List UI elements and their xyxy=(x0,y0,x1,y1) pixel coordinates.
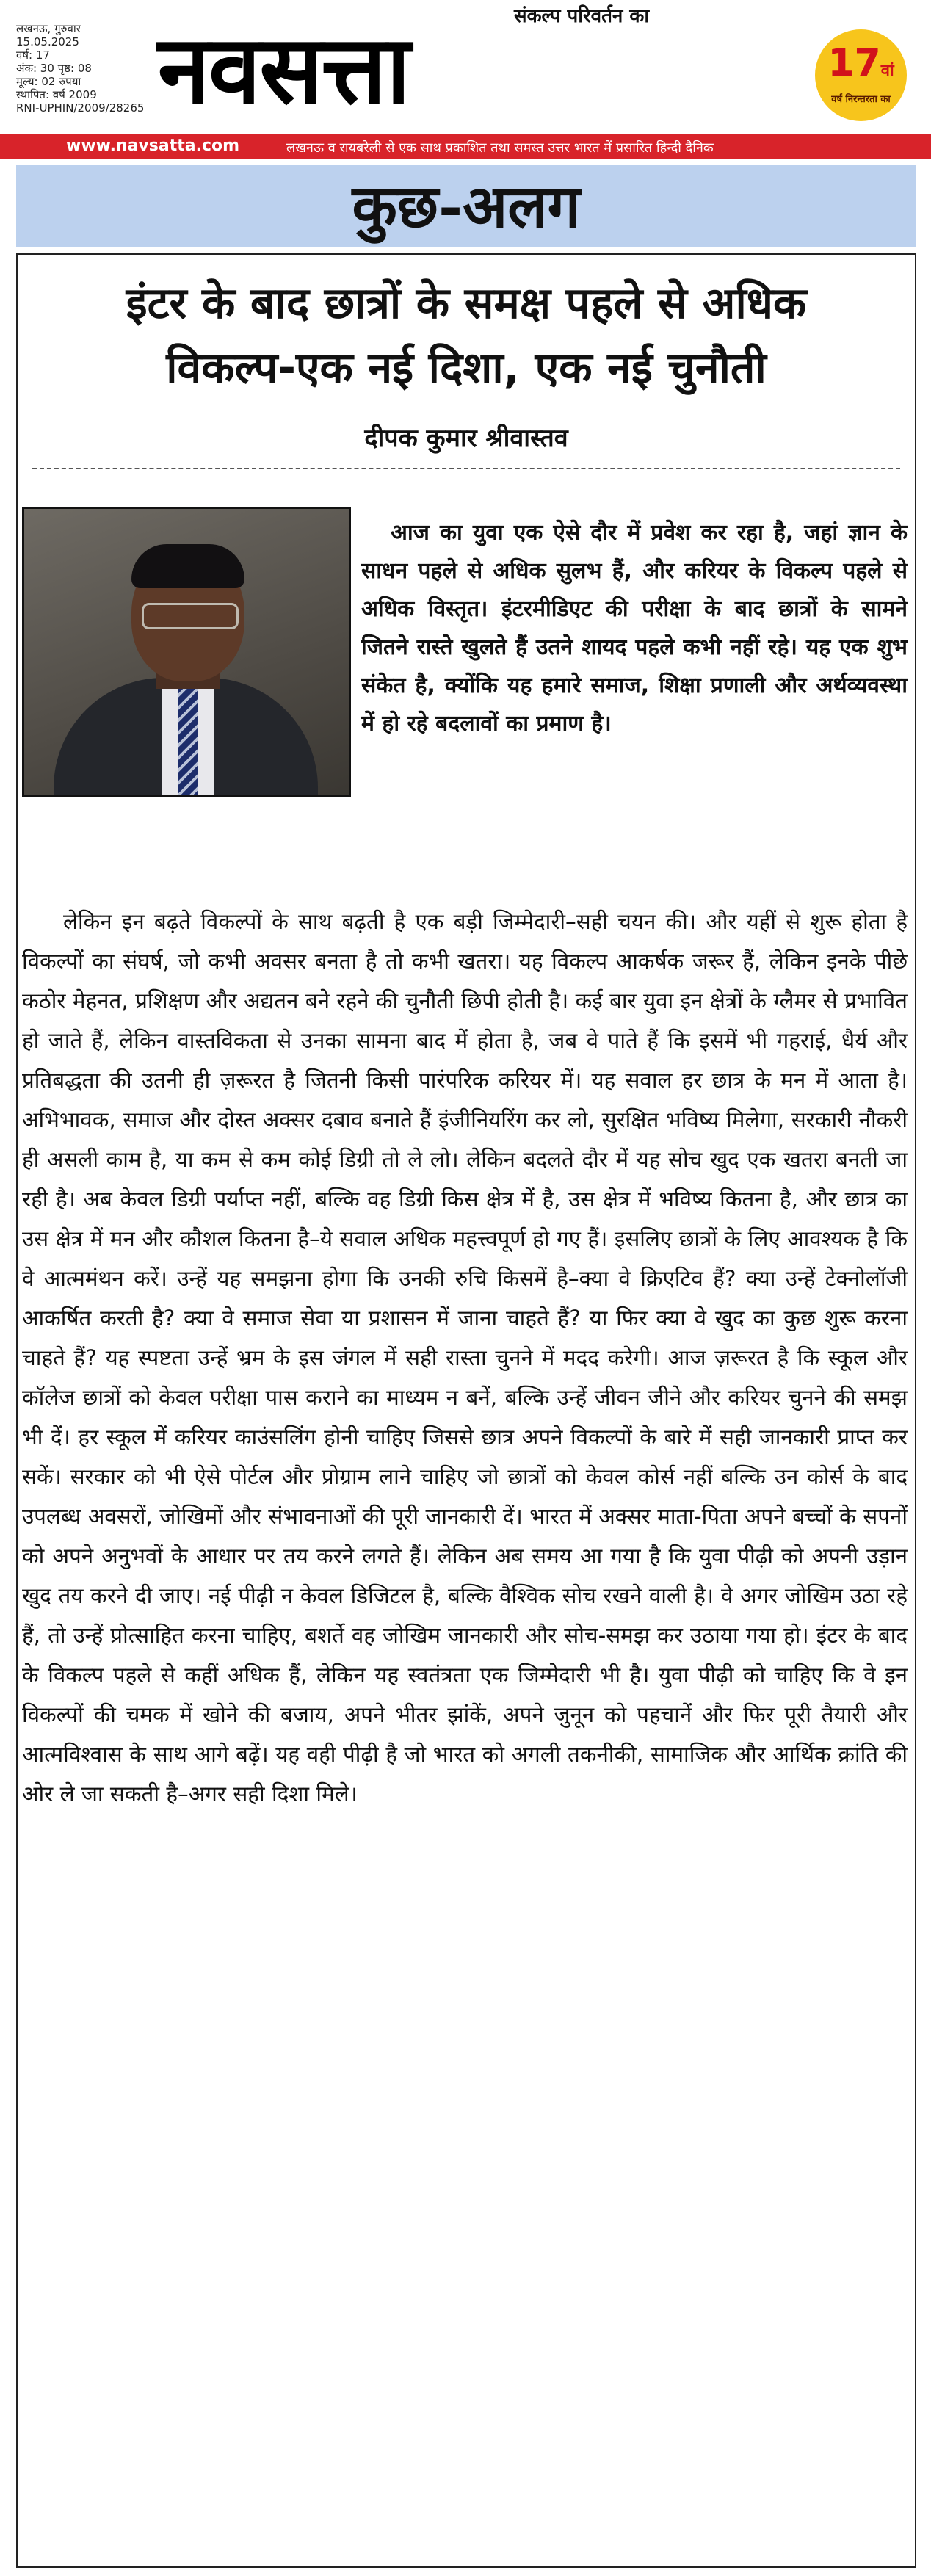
divider xyxy=(32,468,900,469)
newspaper-logo: नवसत्ता xyxy=(158,15,410,125)
masthead-info-bar xyxy=(0,134,931,159)
body-text: लेकिन इन बढ़ते विकल्पों के साथ बढ़ती है एक बड़ी जिम्मेदारी–सही चयन की। और यहीं से शुरू होता है विकल्पों का संघर्ष, जो कभी अवसर बनता है तो कभी खतरा। यह विकल्प आकर्षक जरूर हैं, लेकिन इनके पीछे कठोर मेहनत, प्रशिक्षण और अद्यतन बने रहने की चुनौती छिपी होती है। कई बार युवा इन क्षेत्रों के ग्लैमर से प्रभावित हो जाते हैं, लेकिन वास्तविकता से उनका सामना बाद में होता है, जब वे पाते हैं कि इसमें भी गहराई, धैर्य और प्रतिबद्धता की उतनी ही ज़रूरत है जितनी किसी पारंपरिक करियर में। यह सवाल हर छात्र के मन में आता है। अभिभावक, समाज और दोस्त अक्सर दबाव बनाते हैं इंजीनियरिंग कर लो, सुरक्षित भविष्य मिलेगा, सरकारी नौकरी ही असली काम है, या कम से कम कोई डिग्री तो ले लो। लेकिन बदलते दौर में यह सोच खुद एक खतरा बनती जा रही है। अब केवल डिग्री पर्याप्त नहीं, बल्कि वह डिग्री किस क्षेत्र में है, उस क्षेत्र में भविष्य कितना है, और छात्र का उस क्षेत्र में मन और कौशल कितना है–ये सवाल अधिक महत्त्वपूर्ण हो गए हैं। इसलिए छात्रों के लिए आवश्यक है कि वे आत्ममंथन करें। उन्हें यह समझना होगा कि उनकी रुचि किसमें है–क्या वे क्रिएटिव हैं? क्या उन्हें टेक्नोलॉजी आकर्षित करती है? क्या वे समाज सेवा या प्रशासन में जाना चाहते हैं? या फिर क्या वे खुद का कुछ शुरू करना चाहते हैं? यह स्पष्टता उन्हें भ्रम के इस जंगल में सही रास्ता चुनने में मदद करेगी। आज ज़रूरत है कि स्कूल और कॉलेज छात्रों को केवल परीक्षा पास कराने का माध्यम न बनें, बल्कि उन्हें जीवन जीने और करियर चुनने की समझ भी दें। हर स्कूल में करियर काउंसलिंग होनी चाहिए जिससे छात्र अपने विकल्पों के बारे में सही जानकारी प्राप्त कर सकें। सरकार को भी ऐसे पोर्टल और प्रोग्राम लाने चाहिए जो छात्रों को केवल कोर्स नहीं बल्कि उन कोर्स के बाद उपलब्ध अवसरों, जोखिमों और संभावनाओं की पूरी जानकारी दें। भारत में अक्सर माता-पिता अपने बच्चों के सपनों को अपने अनुभवों के आधार पर तय करने लगते हैं। लेकिन अब समय आ गया है कि युवा पीढ़ी को अपनी उड़ान खुद तय करने दी जाए। नई पीढ़ी न केवल डिजिटल है, बल्कि वैश्विक सोच रखने वाली है। वे अगर जोखिम उठा रहे हैं, तो उन्हें प्रोत्साहित करना चाहिए, बशर्ते वह जोखिम जानकारी और सोच-समझ कर उठाया गया हो। इंटर के बाद के विकल्प पहले से कहीं अधिक हैं, लेकिन यह स्वतंत्रता एक जिम्मेदारी भी है। युवा पीढ़ी को चाहिए कि वे इन विकल्पों की चमक में खोने की बजाय, अपने भीतर झांकें, अपने जुनून को पहचानें और फिर पूरी तैयारी और आत्मविश्वास के साथ आगे बढ़ें। यह वही पीढ़ी है जो भारत को अगली तकनीकी, सामाजिक और आर्थिक क्रांति की ओर ले जा सकती है–अगर सही दिशा मिले। xyxy=(22,909,908,1806)
masthead-description: लखनऊ व रायबरेली से एक साथ प्रकाशित तथा समस्त उत्तर भारत में प्रसारित हिन्दी दैनिक xyxy=(286,140,714,156)
dateline-price: मूल्य: 02 रुपया xyxy=(16,75,81,88)
website-link[interactable]: www.navsatta.com xyxy=(66,137,240,155)
dateline-year: वर्ष: 17 xyxy=(16,48,50,62)
headline-line-1: इंटर के बाद छात्रों के समक्ष पहले से अधिक xyxy=(126,278,807,328)
dateline-date: 15.05.2025 xyxy=(16,35,79,48)
section-banner xyxy=(16,165,916,247)
masthead-tagline: संकल्प परिवर्तन का xyxy=(514,5,650,27)
badge-text: वर्ष निरन्तरता का xyxy=(831,94,891,105)
article-byline: दीपक कुमार श्रीवास्तव xyxy=(364,424,568,453)
masthead xyxy=(0,0,931,156)
badge-number: 17वां xyxy=(827,41,894,85)
dateline-rni: RNI-UPHIN/2009/28265 xyxy=(16,101,145,115)
article-body xyxy=(22,902,908,1814)
dateline-issue: अंक: 30 पृष्ठ: 08 xyxy=(16,62,92,75)
lead-text: आज का युवा एक ऐसे दौर में प्रवेश कर रहा है, जहां ज्ञान के साधन पहले से अधिक सुलभ हैं, और करियर के विकल्प पहले से अधिक विस्तृत। इंटरमीडिएट की परीक्षा के बाद छात्रों के सामने जितने रास्ते खुलते हैं उतने शायद पहले कभी नहीं रहे। यह एक शुभ संकेत है, क्योंकि यह हमारे समाज, शिक्षा प्रणाली और अर्थव्यवस्था में हो रहे बदलावों का प्रमाण है। xyxy=(361,520,908,737)
article-lead xyxy=(22,514,908,800)
headline-line-2: विकल्प-एक नई दिशा, एक नई चुनौती xyxy=(166,342,767,393)
dateline xyxy=(16,22,144,115)
dateline-established: स्थापित: वर्ष 2009 xyxy=(16,88,97,101)
section-title: कुछ-अलग xyxy=(352,172,581,241)
article-headline xyxy=(18,271,915,400)
dateline-day: लखनऊ, गुरुवार xyxy=(16,22,81,35)
anniversary-badge xyxy=(815,29,907,121)
